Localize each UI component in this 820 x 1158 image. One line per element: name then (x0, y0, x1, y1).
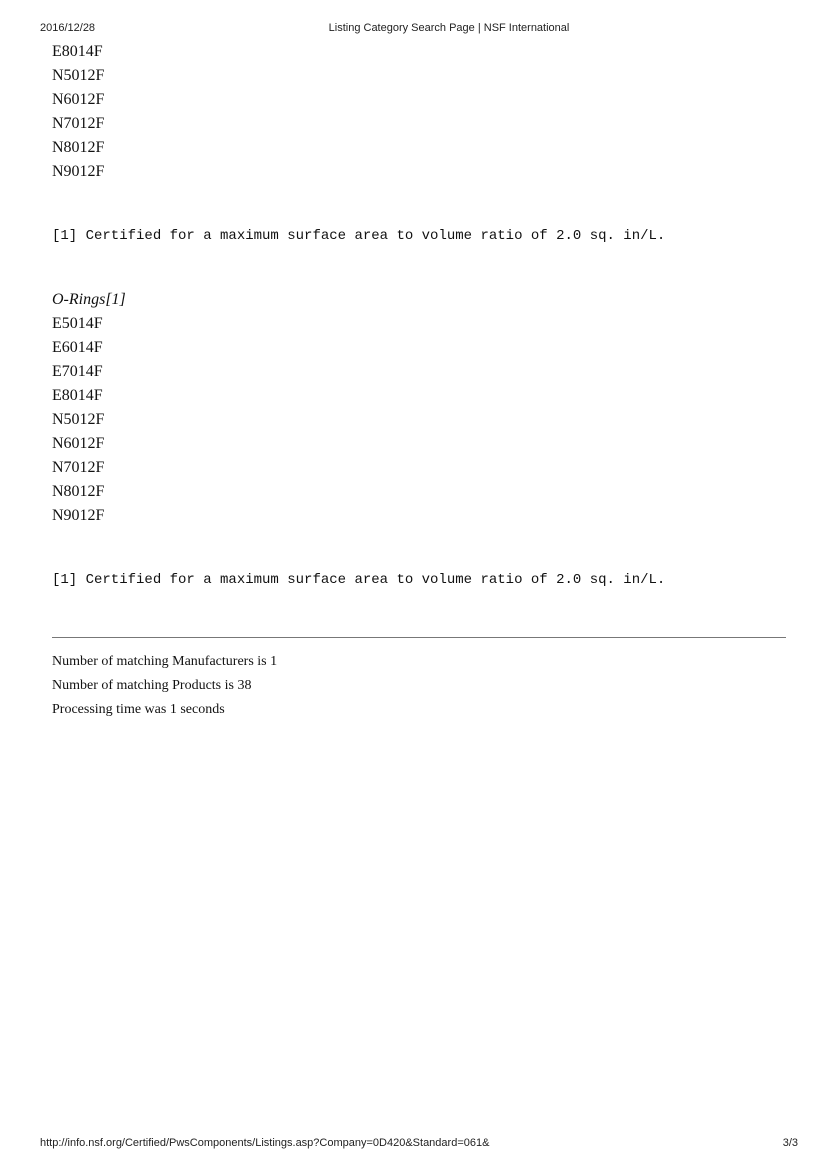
list-item: N5012F (52, 411, 105, 428)
list-item: N6012F (52, 435, 105, 452)
page-url: http://info.nsf.org/Certified/PwsComponents/Listings.asp?Company=0D420&Standard=061& (40, 1137, 490, 1149)
list-item: N6012F (52, 91, 105, 108)
page-title: Listing Category Search Page | NSF International (328, 22, 570, 34)
category-heading-o-rings: O-Rings[1] (52, 291, 126, 308)
summary-products: Number of matching Products is 38 (52, 678, 252, 693)
list-item: N8012F (52, 483, 105, 500)
print-date: 2016/12/28 (40, 22, 96, 34)
summary-manufacturers: Number of matching Manufacturers is 1 (52, 654, 278, 669)
divider (52, 637, 786, 638)
list-item: E6014F (52, 339, 103, 356)
list-item: E7014F (52, 363, 103, 380)
list-item: N8012F (52, 139, 105, 156)
print-header (0, 20, 820, 36)
product-list-continued (52, 40, 786, 184)
summary-processing-time: Processing time was 1 seconds (52, 702, 225, 717)
list-item: N5012F (52, 67, 105, 84)
list-item: N7012F (52, 115, 105, 132)
footnote: [1] Certified for a maximum surface area to volume ratio of 2.0 sq. in/L. (52, 572, 666, 588)
list-item: N9012F (52, 163, 105, 180)
print-footer (0, 1137, 820, 1153)
footnote: [1] Certified for a maximum surface area to volume ratio of 2.0 sq. in/L. (52, 228, 666, 244)
list-item: N9012F (52, 507, 105, 524)
main-content (52, 40, 786, 722)
page-number: 3/3 (782, 1137, 798, 1149)
list-item: E5014F (52, 315, 103, 332)
list-item: E8014F (52, 387, 103, 404)
product-list-o-rings (52, 312, 786, 528)
list-item: N7012F (52, 459, 105, 476)
list-item: E8014F (52, 43, 103, 60)
